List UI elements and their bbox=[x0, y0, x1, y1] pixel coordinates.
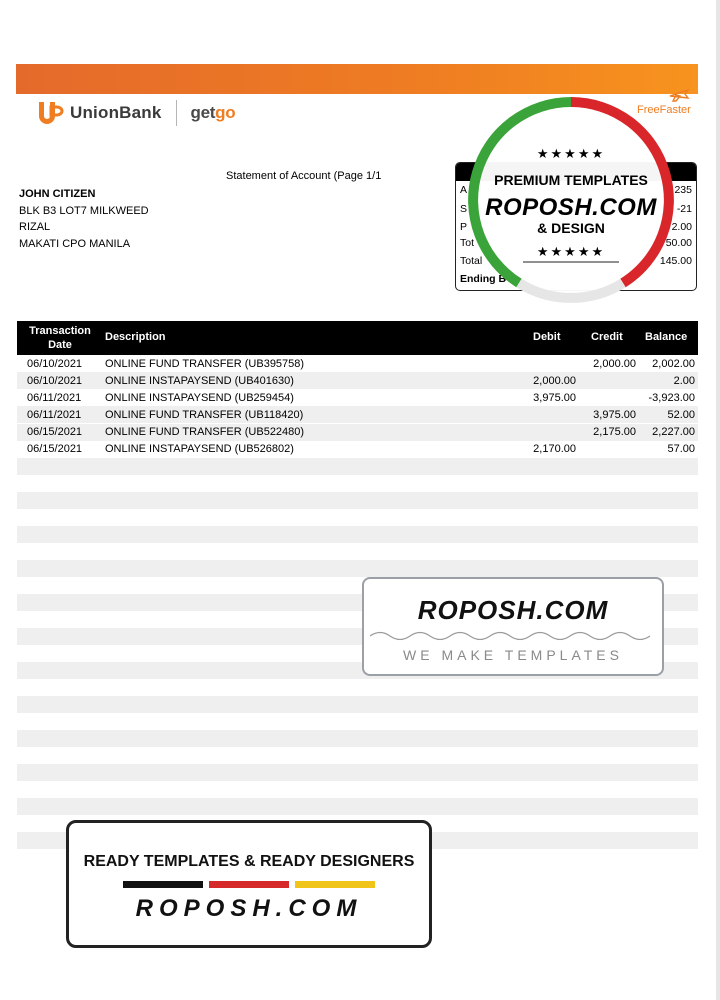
col-header-debit: Debit bbox=[533, 331, 561, 343]
summary-label: A bbox=[460, 184, 468, 196]
stamp-line3: & DESIGN bbox=[537, 220, 605, 236]
summary-label: Total bbox=[460, 255, 483, 267]
table-row bbox=[17, 373, 698, 390]
cell-date: 06/10/2021 bbox=[27, 358, 83, 370]
getgo-go: go bbox=[215, 103, 236, 122]
summary-value: 235 bbox=[674, 184, 692, 196]
watermark-mid-title: ROPOSH.COM bbox=[417, 595, 609, 625]
cell-description: ONLINE INSTAPAYSEND (UB526802) bbox=[105, 443, 294, 455]
row-stripe bbox=[17, 458, 698, 475]
bank-logo bbox=[36, 98, 235, 128]
customer-name: JOHN CITIZEN bbox=[19, 188, 96, 200]
cell-debit: 2,000.00 bbox=[533, 375, 576, 387]
row-stripe bbox=[17, 730, 698, 747]
summary-label: Tot bbox=[460, 237, 475, 249]
cell-balance: 52.00 bbox=[667, 409, 695, 421]
col-header-date: Transaction Date bbox=[29, 325, 91, 351]
watermark-mid-subtitle: WE MAKE TEMPLATES bbox=[403, 647, 623, 663]
cell-description: ONLINE FUND TRANSFER (UB118420) bbox=[105, 409, 304, 421]
stamp-line2: ROPOSH.COM bbox=[485, 194, 657, 221]
flag-bar-red bbox=[209, 881, 289, 888]
row-stripe bbox=[17, 798, 698, 815]
table-row bbox=[17, 407, 698, 424]
statement-title: Statement of Account (Page 1/1 bbox=[226, 170, 382, 182]
customer-address-line3: MAKATI CPO MANILA bbox=[19, 237, 131, 250]
cell-credit: 3,975.00 bbox=[593, 409, 636, 421]
col-header-credit: Credit bbox=[591, 331, 623, 343]
cell-debit: 2,170.00 bbox=[533, 443, 576, 455]
stamp-stars-top: ★★★★★ bbox=[536, 146, 606, 161]
cell-balance: 2.00 bbox=[673, 375, 695, 387]
wave-divider-icon bbox=[370, 629, 656, 643]
premium-templates-stamp bbox=[461, 94, 681, 306]
summary-value: 145.00 bbox=[659, 255, 692, 267]
row-stripe bbox=[17, 696, 698, 713]
summary-label: Ending B bbox=[460, 273, 507, 285]
tagline: FreeFaster bbox=[637, 104, 691, 116]
row-stripe bbox=[17, 560, 698, 577]
roposh-watermark-bottom bbox=[66, 820, 432, 948]
table-row bbox=[17, 424, 698, 441]
summary-label: P bbox=[460, 221, 468, 233]
summary-value: 2.00 bbox=[671, 221, 692, 233]
getgo-logo bbox=[191, 103, 236, 123]
cell-balance: -3,923.00 bbox=[648, 392, 695, 404]
row-stripe bbox=[17, 526, 698, 543]
row-stripe bbox=[17, 764, 698, 781]
cell-date: 06/10/2021 bbox=[27, 375, 83, 387]
stamp-line1: PREMIUM TEMPLATES bbox=[494, 172, 648, 188]
cell-credit: 2,000.00 bbox=[593, 358, 636, 370]
summary-value: -21 bbox=[676, 203, 692, 215]
cell-description: ONLINE FUND TRANSFER (UB522480) bbox=[105, 426, 305, 438]
summary-label: S bbox=[460, 203, 468, 215]
cell-balance: 57.00 bbox=[667, 443, 695, 455]
cell-date: 06/15/2021 bbox=[27, 443, 83, 455]
cell-balance: 2,227.00 bbox=[652, 426, 695, 438]
cell-date: 06/11/2021 bbox=[27, 392, 82, 404]
logo-divider bbox=[176, 100, 177, 126]
col-header-description: Description bbox=[105, 331, 166, 343]
col-header-balance: Balance bbox=[645, 331, 688, 343]
cell-date: 06/15/2021 bbox=[27, 426, 83, 438]
table-row bbox=[17, 356, 698, 373]
roposh-watermark-middle bbox=[362, 577, 664, 676]
unionbank-logo-icon bbox=[36, 99, 64, 127]
watermark-bottom-title: READY TEMPLATES & READY DESIGNERS bbox=[83, 853, 415, 870]
cell-description: ONLINE FUND TRANSFER (UB395758) bbox=[105, 358, 305, 370]
row-stripe bbox=[17, 492, 698, 509]
flag-bar-black bbox=[123, 881, 203, 888]
cell-description: ONLINE INSTAPAYSEND (UB259454) bbox=[105, 392, 294, 404]
customer-info bbox=[19, 186, 149, 252]
summary-value: 50.00 bbox=[665, 237, 692, 249]
getgo-get: get bbox=[190, 103, 216, 122]
cell-description: ONLINE INSTAPAYSEND (UB401630) bbox=[105, 375, 294, 387]
cell-date: 06/11/2021 bbox=[27, 409, 82, 421]
watermark-bottom-name: ROPOSH.COM bbox=[135, 895, 363, 922]
table-row bbox=[17, 390, 698, 407]
bank-name: UnionBank bbox=[70, 103, 162, 122]
customer-address-line2: RIZAL bbox=[19, 221, 51, 233]
cell-balance: 2,002.00 bbox=[652, 358, 695, 370]
header-band bbox=[16, 64, 698, 94]
customer-address-line1: BLK B3 LOT7 MILKWEED bbox=[19, 204, 149, 217]
table-row bbox=[17, 441, 698, 458]
cell-debit: 3,975.00 bbox=[533, 392, 576, 404]
cell-credit: 2,175.00 bbox=[593, 426, 636, 438]
page-edge bbox=[716, 0, 720, 1000]
flag-bar-gold bbox=[295, 881, 375, 888]
transactions-table-header bbox=[17, 321, 698, 355]
stamp-stars-bottom: ★★★★★ bbox=[536, 244, 606, 259]
